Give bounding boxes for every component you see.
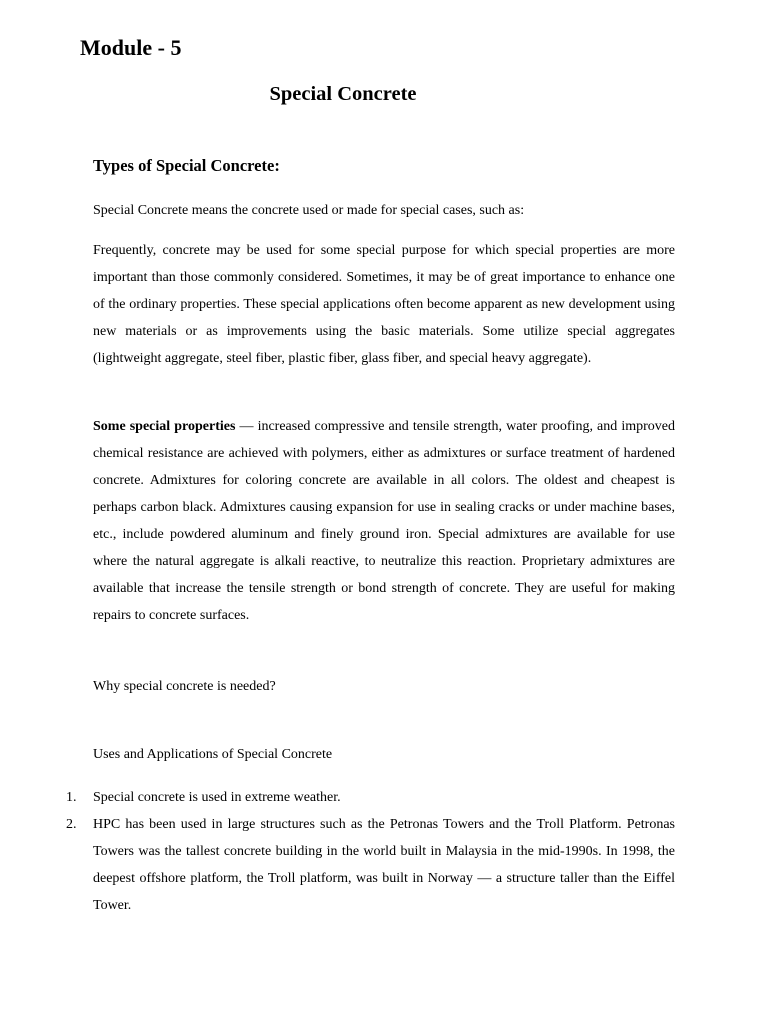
list-item-number: 1. [66,790,77,805]
special-properties-lead: Some special properties [93,419,236,434]
intro-paragraph: Special Concrete means the concrete used or made for special cases, such as: [93,203,525,218]
uses-heading: Uses and Applications of Special Concrete [93,747,333,762]
list-item [66,784,675,811]
why-question: Why special concrete is needed? [93,679,276,694]
special-properties-text: — increased compressive and tensile strength, water proofing, and improved chemical resistance are achieved with polymers, either as admixtures or surface treatment of hardened concrete. Admixtures for coloring concrete are available in all colors. The oldest and cheapest is perhaps carbon black. Admixtures causing expansion for use in sealing cracks or under machine bases, etc., include powdered aluminum and finely ground iron. Special admixtures are available for use where the natural aggregate is alkali reactive, to neutralize this reaction. Proprietary admixtures are available that increase the tensile strength or bond strength of concrete. They are useful for making repairs to concrete surfaces. [93,419,675,623]
page-title: Special Concrete [269,83,417,105]
frequently-paragraph: Frequently, concrete may be used for some special purpose for which special properties are more important than those commonly considered. Sometimes, it may be of great importance to enhance one of the ordinary properties. These special applications often become apparent as new development using new materials or as improvements using the basic materials. Some utilize special aggregates (lightweight aggregate, steel fiber, plastic fiber, glass fiber, and special heavy aggregate). [93,243,675,366]
section-heading: Types of Special Concrete: [93,156,280,175]
special-properties-paragraph [93,413,675,629]
list-item-number: 2. [66,817,77,832]
uses-list [66,784,675,919]
list-item-text: HPC has been used in large structures such as the Petronas Towers and the Troll Platform. Petronas Towers was the tallest concrete building in the world built in Malaysia in the mid-1990s. In 1998, the deepest offshore platform, the Troll platform, was built in Norway — a structure taller than the Eiffel Tower. [93,817,675,913]
module-title: Module - 5 [80,35,182,60]
list-item [66,811,675,919]
list-item-text: Special concrete is used in extreme weather. [93,790,341,805]
